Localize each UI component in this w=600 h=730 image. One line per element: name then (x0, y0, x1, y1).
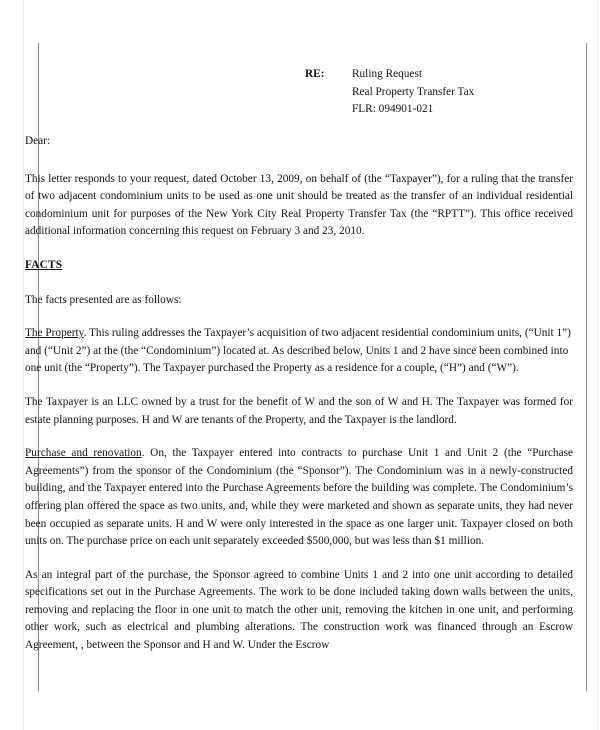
taxpayer-paragraph: The Taxpayer is an LLC owned by a trust for the benefit of W and the son of W and H. The Taxpayer was formed for estate planning purposes. H and W are tenants of the Property, and the Taxpayer is the landlord. (25, 395, 573, 426)
facts-intro-paragraph: The facts presented are as follows: (25, 293, 182, 306)
re-line-flr (305, 101, 474, 119)
page-rule-right (586, 43, 587, 691)
facts-heading: FACTS (25, 258, 63, 271)
re-line-tax (305, 84, 474, 102)
letter-body (25, 133, 573, 655)
combination-paragraph: As an integral part of the purchase, the Sponsor agreed to combine Units 1 and 2 into one unit according to detailed specifications set out in the Purchase Agreements. The work to be done included taking down walls between the units, removing and replacing the floor in one unit to match the other unit, removing the kitchen in one unit, and performing other work, such as electrical and plumbing alterations. The construction work was financed through an Escrow Agreement, , between the Sponsor and H and W. Under the Escrow (25, 568, 573, 652)
property-paragraph-text: . This ruling addresses the Taxpayer’s acquisition of two adjacent residential condominium units, (“Unit 1”) and (“Unit 2”) at the (the “Condominium”) located at. As described below, Units 1 and 2 have since been combined into one unit (the “Property”). The Taxpayer purchased the Property as a residence for a couple, (“H”) and (“W”). (25, 327, 571, 375)
purchase-paragraph (25, 445, 573, 551)
intro-paragraph: This letter responds to your request, dated October 13, 2009, on behalf of (the “Taxpayer”), for a ruling that the transfer of two adjacent condominium units to be used as one unit should be treated as the transfer of an individual residential condominium unit for purposes of the New York City Real Property Transfer Tax (the “RPTT”). This office received additional information concerning this request on February 3 and 23, 2010. (25, 172, 573, 238)
page-edge-right-soft (597, 0, 598, 730)
page-edge-left-soft (23, 0, 24, 730)
re-value-subject: Ruling Request (352, 68, 422, 80)
re-line-subject (305, 66, 474, 84)
re-value-tax: Real Property Transfer Tax (352, 85, 475, 98)
salutation: Dear: (25, 135, 51, 147)
re-block (305, 66, 474, 119)
property-lead-in: The Property (25, 327, 84, 340)
re-label: RE: (305, 68, 325, 80)
property-paragraph (25, 325, 573, 378)
document-content (25, 0, 573, 730)
purchase-paragraph-text: . On, the Taxpayer entered into contracts to purchase Unit 1 and Unit 2 (the “Purchase Agreements”) from the sponsor of the Condominium (the “Sponsor”). The Condominium was in a newly-constructed building, and the Taxpayer entered into the Purchase Agreements before the building was complete. The Condominium’s offering plan offered the space as two units, and, while they were marketed and shown as separate units, they had never been occupied as separate units. H and W were only interested in the space as one larger unit. Taxpayer closed on both units on. The purchase price on each unit separately exceeded $500,000, but was less than $1 million. (25, 447, 573, 548)
purchase-lead-in: Purchase and renovation (25, 447, 142, 460)
re-value-flr: FLR: 094901-021 (352, 103, 434, 115)
